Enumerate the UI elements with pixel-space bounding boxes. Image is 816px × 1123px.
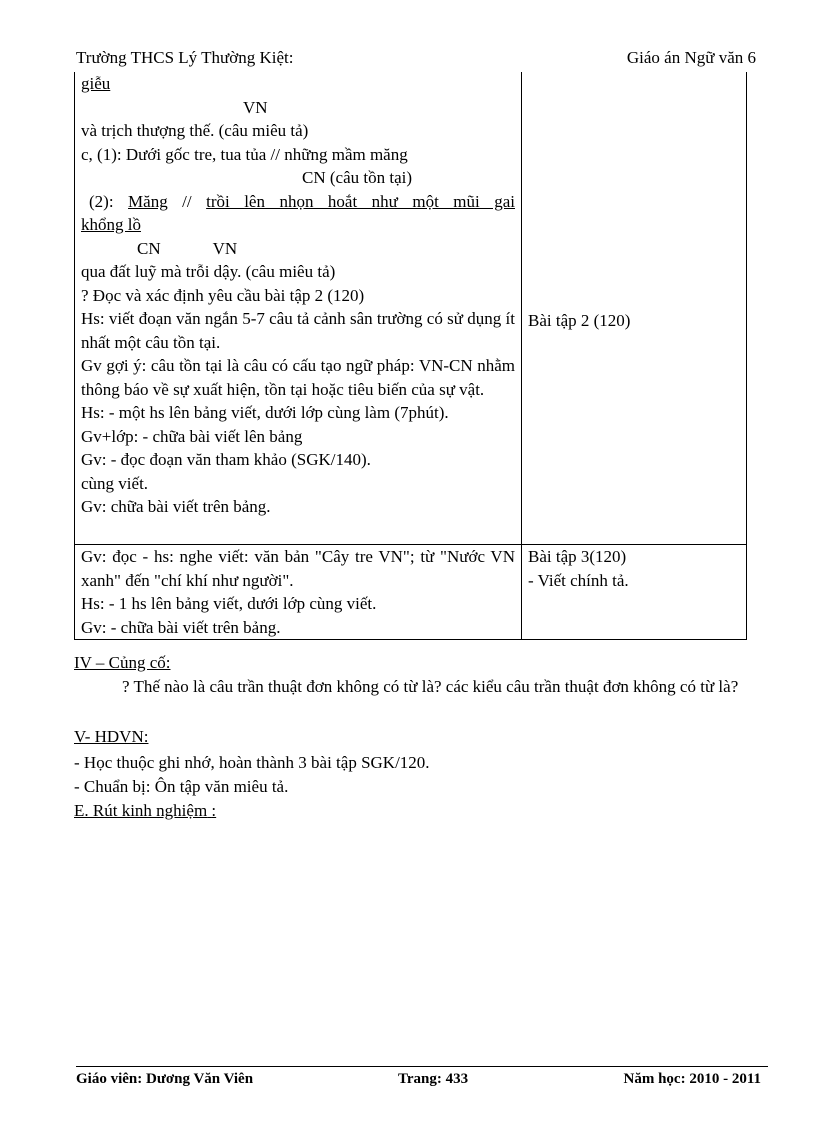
exercise-task: - Viết chính tả. <box>528 570 629 590</box>
activity-cell <box>75 545 522 640</box>
section-4 <box>74 651 762 699</box>
text-line: Gv: chữa bài viết trên bảng. <box>81 497 271 516</box>
cn-label: CN (câu tồn tại) <box>302 168 412 187</box>
exercise-cell <box>522 545 747 640</box>
vn-label: VN <box>243 97 268 117</box>
section-title: IV – Củng cố: <box>74 653 171 672</box>
text-line: và trịch thượng thế. (câu miêu tả) <box>81 121 309 140</box>
section-5 <box>74 725 762 823</box>
header-subject: Giáo án Ngữ văn 6 <box>626 48 756 67</box>
text-line: Gv+lớp: - chữa bài viết lên bảng <box>81 426 303 446</box>
text-line: (2): Măng // trồi lên nhọn hoắt như một mũi gai <box>89 191 515 211</box>
text-line: giễu <box>81 74 111 93</box>
activity-cell <box>75 72 522 545</box>
text-line: Gv: - đọc đoạn văn tham khảo (SGK/140). <box>81 450 371 469</box>
table-row <box>75 72 747 545</box>
homework-item: - Chuẩn bị: Ôn tập văn miêu tả. <box>74 777 289 796</box>
text-line: khổng lồ <box>81 215 141 234</box>
footer-page: Trang: 433 <box>398 1071 469 1087</box>
section-title: V- HDVN: <box>74 727 149 746</box>
table-row <box>75 545 747 640</box>
footer-year: Năm học: 2010 - 2011 <box>623 1071 761 1087</box>
question-line: ? Đọc và xác định yêu cầu bài tập 2 (120) <box>81 285 365 305</box>
text-paragraph: Gv gợi ý: câu tồn tại là câu có cấu tạo ngữ pháp: VN-CN nhằm thông báo về sự xuất hiện, tồn tại hoặc tiêu biến của sự vật. <box>81 356 515 399</box>
lesson-table <box>74 72 747 640</box>
exercise-cell <box>522 72 747 545</box>
review-question: ? Thế nào là câu trần thuật đơn không có từ là? các kiểu câu trần thuật đơn không có từ là? <box>122 677 739 696</box>
footer-divider <box>76 1066 768 1067</box>
footer-teacher: Giáo viên: Dương Văn Viên <box>76 1071 254 1087</box>
text-line: Hs: - một hs lên bảng viết, dưới lớp cùng làm (7phút). <box>81 403 449 422</box>
text-line: c, (1): Dưới gốc tre, tua tủa // những mầm măng <box>81 144 408 164</box>
text-paragraph: Gv: đọc - hs: nghe viết: văn bản "Cây tre VN"; từ "Nước VN xanh" đến "chí khí như người". <box>81 547 515 590</box>
text-line: cùng viết. <box>81 473 149 493</box>
text-line: Hs: - 1 hs lên bảng viết, dưới lớp cùng viết. <box>81 594 377 613</box>
text-line: qua đất luỹ mà trỗi dậy. (câu miêu tả) <box>81 262 336 281</box>
text-paragraph: Hs: viết đoạn văn ngắn 5-7 câu tả cảnh sân trường có sử dụng ít nhất một câu tồn tại. <box>81 309 515 352</box>
text-line: Gv: - chữa bài viết trên bảng. <box>81 617 281 637</box>
exercise-label: Bài tập 2 (120) <box>528 311 631 330</box>
homework-item: - Học thuộc ghi nhớ, hoàn thành 3 bài tập SGK/120. <box>74 753 430 772</box>
section-title: E. Rút kinh nghiệm : <box>74 801 217 820</box>
cn-vn-labels: CN VN <box>137 238 238 258</box>
header-school: Trường THCS Lý Thường Kiệt: <box>76 48 294 67</box>
exercise-label: Bài tập 3(120) <box>528 547 627 566</box>
